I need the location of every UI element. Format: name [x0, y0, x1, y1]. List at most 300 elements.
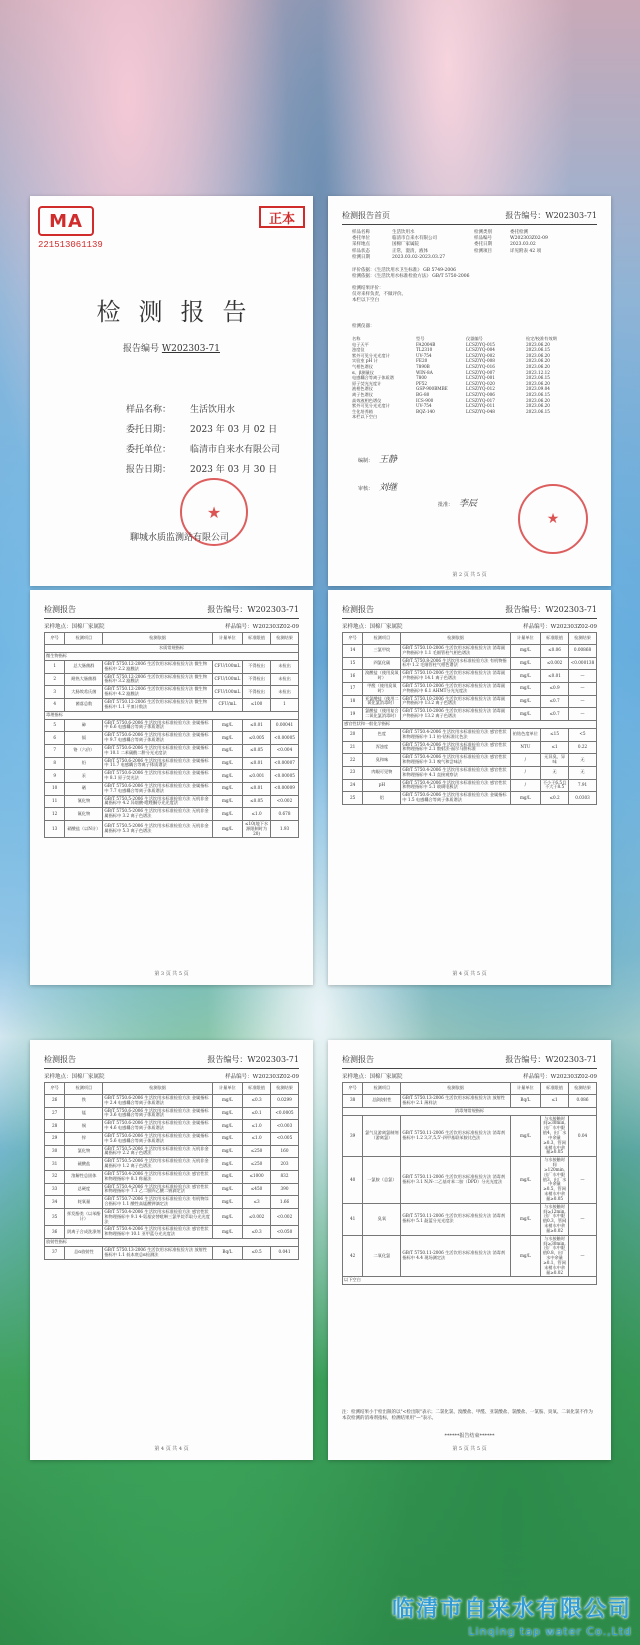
cell-method: GB/T 5750.6-2006 生活饮用水标准检验方法 金属指标中 9.7 电感耦合等离子体质谱法 [103, 732, 212, 745]
cell-limit: ≤0.3 [243, 1226, 271, 1239]
column-header-item: 检测项目 [65, 633, 103, 645]
cell-unit: mg/L [510, 1115, 540, 1157]
cell-number: 9 [45, 770, 65, 783]
page-header-title: 检测报告首页 [342, 211, 390, 220]
cell-limit: 无 [541, 766, 569, 779]
column-header-result: 检测结果 [271, 633, 299, 645]
section-row [45, 653, 299, 661]
cell-result: — [569, 670, 597, 683]
table-row [45, 1132, 299, 1145]
cell-limit: ≤0.3 [243, 1095, 271, 1108]
cell-item: 锌 [65, 1132, 103, 1145]
cell-limit: ≤250 [243, 1145, 271, 1158]
cell-result: 390 [271, 1183, 299, 1196]
column-header-no: 序号 [45, 633, 65, 645]
cell-unit: mg/L [212, 757, 242, 770]
cell-result: 832 [271, 1170, 299, 1183]
cell-item: 总β放射性 [363, 1095, 401, 1108]
cover-field-label: 委托单位： [126, 445, 172, 455]
cell-method: GB/T 5750.6-2006 生活饮用水标准检验方法 金属指标中 7.7 电感耦合等离子体质谱法 [103, 782, 212, 795]
column-header-item: 检测项目 [363, 1083, 401, 1095]
results-table [44, 632, 299, 838]
cell-item: 硝酸盐（以N计） [65, 820, 103, 837]
cover-field-row [126, 422, 280, 442]
cell-limit: ≤0.01 [243, 719, 271, 732]
cell-number: 42 [343, 1235, 363, 1277]
cell-method: GB/T 5750.6-2006 生活饮用水标准检验方法 金属指标中 6.6 电感耦合等离子体质谱法 [103, 719, 212, 732]
cell-unit: mg/L [212, 1183, 242, 1196]
info-label: 检测日期 [352, 254, 370, 260]
cell-number: 12 [45, 808, 65, 821]
table-row [45, 719, 299, 732]
cell-limit: ≤0.002 [541, 657, 569, 670]
table-row [45, 808, 299, 821]
cell-method: GB/T 5750.4-2006 生活饮用水标准检验方法 感官性状和物理指标中 9.1 4-氨基安替吡啉三氯甲烷萃取分光光度法 [103, 1208, 212, 1225]
cell-result: <0.00005 [271, 770, 299, 783]
equipment-row [352, 414, 592, 420]
cell-item: 二氧化氯 [363, 1235, 401, 1277]
cell-method: GB/T 5750.4-2006 生活饮用水标准检验方法 感官性状和物理指标中 5.1 玻璃电极法 [401, 779, 510, 792]
table-row [343, 741, 597, 754]
equipment-name: 电感耦合等离子体质谱 [352, 375, 394, 381]
table-row [343, 657, 597, 670]
equipment-name: 生化培养箱 [352, 408, 373, 414]
cell-item: 汞 [65, 770, 103, 783]
signature-compiled [358, 452, 397, 465]
cell-result: <0.050 [271, 1226, 299, 1239]
equipment-model: FA2004B [416, 341, 436, 347]
table-row [45, 795, 299, 808]
cell-method: GB/T 5750.6-2006 生活饮用水标准检验方法 金属指标中 4.6 电感耦合等离子体质谱法 [103, 1120, 212, 1133]
equipment-id: LCSZ/YQ-017 [466, 397, 495, 403]
cell-method: GB/T 5750.12-2006 生活饮用水标准检验方法 微生物指标中 4.2 滤膜法 [103, 686, 212, 699]
table-row [45, 1196, 299, 1209]
equipment-valid-date: 2023.06.20 [526, 341, 550, 347]
equipment-model: 7890B [416, 363, 430, 369]
column-header-result: 检测结果 [271, 1083, 299, 1095]
cell-limit: ≤0.5 [243, 1247, 271, 1260]
cell-result: <0.003 [271, 1120, 299, 1133]
section-title: 微生物指标 [45, 653, 299, 661]
cover-field-value: 2023 年 03 月 30 日 [190, 465, 278, 475]
info-label: 样品状态 [352, 248, 370, 254]
equipment-id: LCSZ/YQ-012 [466, 386, 495, 392]
table-row [45, 782, 299, 795]
cell-method: GB/T 5750.4-2006 生活饮用水标准检验方法 感官性状和物理指标中 4.1 直接观察法 [401, 766, 510, 779]
cell-result: — [569, 1203, 597, 1235]
equipment-model: TL2310 [416, 347, 433, 353]
section-title: 消毒剂常规指标 [343, 1107, 597, 1115]
cell-number: 33 [45, 1183, 65, 1196]
cell-result: 未检出 [271, 673, 299, 686]
results-page-5 [30, 1040, 313, 1460]
cell-number: 15 [343, 657, 363, 670]
cell-result: 0.00041 [271, 719, 299, 732]
cell-unit: mg/L [510, 657, 540, 670]
cell-item: 三氯甲烷 [363, 645, 401, 658]
page-header [342, 1054, 597, 1069]
cell-number: 17 [343, 682, 363, 695]
equipment-id [466, 414, 526, 420]
cell-result: <0.000138 [569, 657, 597, 670]
table-row [45, 698, 299, 711]
cell-result: — [569, 695, 597, 708]
cell-item: 亚氯酸盐（使用二氧化氯消毒时） [363, 695, 401, 708]
cell-item: 砷 [65, 719, 103, 732]
equipment-valid-date: 2023.06.15 [526, 391, 550, 397]
info-value: 委托检测 [510, 230, 528, 235]
equipment-id: LCSZ/YQ-004 [466, 347, 495, 353]
cell-result: 0.0299 [271, 1095, 299, 1108]
cell-unit: mg/L [510, 1203, 540, 1235]
cell-unit: mg/L [510, 670, 540, 683]
cell-result: <0.00009 [271, 782, 299, 795]
cell-unit: mg/L [212, 1158, 242, 1171]
page-footer: 第 4 页 共 5 页 [452, 971, 487, 977]
page-subheader [342, 1072, 597, 1080]
column-header-no: 序号 [343, 1083, 363, 1095]
table-row [343, 728, 597, 741]
results-table [342, 632, 597, 805]
sample-info-block [352, 230, 548, 261]
cell-result: 0.041 [271, 1247, 299, 1260]
info-label: 检测项目 [474, 248, 492, 254]
page-header-report-number: 报告编号：W202303-71 [505, 211, 597, 220]
equipment-name: α、β测量仪 [352, 369, 374, 375]
sampling-location: 采样地点：国棉厂家属院 [342, 1074, 403, 1080]
equipment-model [416, 414, 466, 420]
cell-result: 未检出 [271, 686, 299, 699]
equipment-id: LCSZ/YQ-008 [466, 358, 495, 364]
section-row [45, 645, 299, 653]
cell-method: GB/T 5750.12-2006 生活饮用水标准检验方法 微生物指标中 2.2 滤膜法 [103, 661, 212, 674]
cell-limit: ≤0.2 [541, 792, 569, 805]
signature-label: 审核： [358, 486, 374, 492]
column-header-method: 检测依据 [103, 1083, 212, 1095]
cell-method: GB/T 5750.10-2006 生活饮用水标准检验方法 消毒副产物指标中 6.1 AHMT分光光度法 [401, 682, 510, 695]
equipment-model: UV-754 [416, 403, 432, 409]
equipment-model: BG-80 [416, 391, 430, 397]
equipment-model: PF52 [416, 380, 428, 386]
cell-result: 0.04 [569, 1115, 597, 1157]
equipment-model: 7800 [416, 375, 427, 381]
conclusion-line: 仅对来样负责，不做评价。 [352, 292, 406, 298]
equipment-model: 型号 [416, 336, 425, 341]
section-row [343, 1107, 597, 1115]
info-label: 采样地点 [352, 242, 370, 248]
cell-result: 0.00868 [569, 645, 597, 658]
equipment-name: 气相色谱仪 [352, 363, 373, 369]
company-name-chinese: 临清市自来水有限公司 [391, 1597, 632, 1622]
cell-item: 臭和味 [363, 754, 401, 767]
cover-field-label: 报告日期： [126, 465, 172, 475]
column-header-method: 检测依据 [103, 633, 212, 645]
cell-number: 8 [45, 757, 65, 770]
cell-result: — [569, 682, 597, 695]
column-header-result: 检测结果 [569, 1083, 597, 1095]
cell-number: 4 [45, 698, 65, 711]
sampling-location: 采样地点：国棉厂家属院 [44, 1074, 105, 1080]
company-name-english: Linqing tap water Co.,Ltd [468, 1625, 632, 1638]
cell-number: 1 [45, 661, 65, 674]
cell-method: GB/T 5750.6-2006 生活饮用水标准检验方法 金属指标中 11.7 电感耦合等离子体质谱法 [103, 757, 212, 770]
cell-limit: ≤250 [243, 1158, 271, 1171]
cell-result: <0.00005 [271, 732, 299, 745]
cell-item: 肉眼可见物 [363, 766, 401, 779]
table-row [343, 1235, 597, 1277]
section-title: 毒理指标 [45, 711, 299, 719]
section-row [45, 1239, 299, 1247]
cell-result: 1.93 [271, 820, 299, 837]
cell-unit: mg/L [510, 695, 540, 708]
cell-method: GB/T 5750.4-2006 生活饮用水标准检验方法 感官性状和物理指标中 10.1 亚甲蓝分光光度法 [103, 1226, 212, 1239]
table-row [343, 645, 597, 658]
table-row [45, 1183, 299, 1196]
table-row [45, 744, 299, 757]
cell-unit: mg/L [212, 1132, 242, 1145]
basis-line: 检测依据：《生活饮用水标准检验方法》 GB/T 5750-2006 [352, 274, 470, 280]
cell-result: 0.0303 [569, 792, 597, 805]
page-footer: 第 2 页 共 5 页 [452, 572, 487, 578]
cell-item: 氟化物 [65, 808, 103, 821]
equipment-model: FE20 [416, 358, 428, 364]
cover-field-value: 2023 年 03 月 02 日 [190, 425, 278, 435]
cell-item: 氰化物 [65, 795, 103, 808]
signature-reviewed [358, 480, 397, 493]
cell-limit: ≤1.0 [243, 1120, 271, 1133]
cell-method: GB/T 5750.7-2006 生活饮用水标准检验方法 有机物综合指标中 1.1 酸性高锰酸钾滴定法 [103, 1196, 212, 1209]
page-header-title: 检测报告 [342, 605, 374, 614]
cell-number: 40 [343, 1157, 363, 1203]
page-header-report-number: 报告编号：W202303-71 [207, 605, 299, 614]
table-row [343, 779, 597, 792]
cell-result: — [569, 1235, 597, 1277]
cell-method: GB/T 5750.12-2006 生活饮用水标准检验方法 微生物指标中 3.2 滤膜法 [103, 673, 212, 686]
cell-unit: mg/L [212, 820, 242, 837]
sample-info-row [352, 255, 548, 261]
cell-unit: mg/L [510, 682, 540, 695]
page-subheader [44, 1072, 299, 1080]
cell-unit: mg/L [212, 1170, 242, 1183]
cell-unit: mg/L [510, 1235, 540, 1277]
cell-unit: mg/L [212, 1145, 242, 1158]
signature-approved [438, 496, 477, 509]
cell-result: <0.00007 [271, 757, 299, 770]
cell-method: GB/T 5750.11-2006 生活饮用水标准检验方法 消毒剂指标中 3.1 N,N-二乙基对苯二胺（DPD）分光光度法 [401, 1157, 510, 1203]
cell-number: 23 [343, 766, 363, 779]
cell-number: 27 [45, 1107, 65, 1120]
cell-limit: ≤1.0 [243, 808, 271, 821]
results-page-3 [30, 590, 313, 985]
cell-item: 溴酸盐（使用臭氧时） [363, 670, 401, 683]
cell-unit: Bq/L [510, 1095, 540, 1108]
cell-method: GB/T 5750.6-2006 生活饮用水标准检验方法 金属指标中 8.1 原子荧光法 [103, 770, 212, 783]
cell-unit: mg/L [212, 1095, 242, 1108]
cell-item: 氯酸盐（使用复合二氧化氯消毒时） [363, 708, 401, 721]
cell-method: GB/T 5750.11-2006 生活饮用水标准检验方法 消毒剂指标中 4.4 现场测定法 [401, 1235, 510, 1277]
section-row [343, 720, 597, 728]
equipment-model: ICS-900 [416, 397, 434, 403]
cell-method: GB/T 5750.4-2006 生活饮用水标准检验方法 感官性状和物理指标中 3.1 嗅气和尝味法 [401, 754, 510, 767]
cell-unit: 铂钴色度单位 [510, 728, 540, 741]
cell-number: 21 [343, 741, 363, 754]
equipment-valid-date: 2023.12.12 [526, 369, 550, 375]
cell-method: GB/T 5750.6-2006 生活饮用水标准检验方法 金属指标中 10.1 二苯碳酰二肼分光光度法 [103, 744, 212, 757]
cell-limit: ≤0.01 [243, 782, 271, 795]
results-note: 注：检测结果小于检出限的以"<检出限"表示；二氯化氯、溴酸盐、甲醛、亚氯酸盐、氯酸盐、一氯胺、臭氧、二氧化氯不作为本次检测的消毒剂指标，检测结果用"—"表示。 [342, 1410, 593, 1421]
results-table [342, 1082, 597, 1285]
cell-limit: ≤0.7 [541, 708, 569, 721]
equipment-name: 液相色谱仪 [352, 386, 373, 392]
cover-field-value: 临清市自来水有限公司 [190, 445, 281, 455]
cell-result: 1 [271, 698, 299, 711]
cma-logo: MA [38, 206, 94, 236]
equipment-name: 紫外可见分光光度计 [352, 403, 390, 409]
cell-unit: NTU [510, 741, 540, 754]
cell-unit: mg/L [212, 719, 242, 732]
cell-number: 11 [45, 795, 65, 808]
cover-field-row [126, 402, 280, 422]
cell-item: 总硬度 [65, 1183, 103, 1196]
cell-unit: mg/L [212, 1226, 242, 1239]
page-header [342, 210, 597, 225]
cell-limit: ≤0.7 [541, 695, 569, 708]
cell-item: pH [363, 779, 401, 792]
cover-field-value: 生活饮用水 [190, 405, 236, 415]
company-seal: ★ [518, 484, 588, 554]
table-row [343, 1095, 597, 1108]
equipment-name: 紫外可见分光光度计 [352, 352, 390, 358]
cell-number: 5 [45, 719, 65, 732]
cell-method: GB/T 5750.13-2006 生活饮用水标准检验方法 放射性指标中 1.1 低本底总α检测法 [103, 1247, 212, 1260]
report-number-value: W202303-71 [161, 344, 220, 354]
sample-number: 样品编号：W202303Z02-09 [523, 1074, 597, 1080]
equipment-id: LCSZ/YQ-002 [466, 352, 495, 358]
cell-limit: 与水接触时间≥30min,出厂水中限值0.8，出厂水中余量≥0.1，管网末梢水中余量≥0.02 [541, 1235, 569, 1277]
cell-method: GB/T 5750.4-2006 生活饮用水标准检验方法 感官性状和物理指标中 8.1 称量法 [103, 1170, 212, 1183]
equipment-model: UV-754 [416, 352, 432, 358]
table-row [343, 1157, 597, 1203]
section-title: 放射性指标 [45, 1239, 299, 1247]
cell-result: 0.678 [271, 808, 299, 821]
cell-unit: mg/L [212, 1120, 242, 1133]
equipment-valid-date: 2023.06.15 [526, 408, 550, 414]
cell-result: <0.005 [271, 1132, 299, 1145]
cell-method: GB/T 5750.8-2006 生活饮用水标准检验方法 有机物指标中 1.2 毛细管柱气相色谱法 [401, 657, 510, 670]
cell-limit: ≤10(地下水源限制时为20) [243, 820, 271, 837]
cell-limit: ≤0.01 [541, 670, 569, 683]
section-title: 感官性状和一般化学指标 [343, 720, 597, 728]
cell-number: 7 [45, 744, 65, 757]
cell-unit: CFU/100mL [212, 673, 242, 686]
equipment-name: 电子天平 [352, 341, 369, 347]
cell-item: 色度 [363, 728, 401, 741]
equipment-id: LCSZ/YQ-020 [466, 380, 495, 386]
cell-number: 39 [343, 1115, 363, 1157]
table-row [343, 708, 597, 721]
table-row [45, 661, 299, 674]
cell-number: 16 [343, 670, 363, 683]
info-value: 国棉厂家属院 [392, 242, 419, 248]
info-value: 临清市自来水有限公司 [392, 236, 437, 242]
column-header-unit: 计量单位 [510, 1083, 540, 1095]
equipment-valid-date: 2023.06.20 [526, 380, 550, 386]
page-header-title: 检测报告 [44, 1055, 76, 1064]
cell-item: 阴离子合成洗涤剂 [65, 1226, 103, 1239]
equipment-title: 检测仪器： [352, 324, 375, 329]
report-end-marker: ******报告结束****** [444, 1433, 495, 1439]
cell-item: 硒 [65, 782, 103, 795]
cell-result: 160 [271, 1145, 299, 1158]
column-header-unit: 计量单位 [510, 633, 540, 645]
cell-method: GB/T 5750.11-2006 生活饮用水标准检验方法 消毒剂指标中 5.1 靛蓝分光光度法 [401, 1203, 510, 1235]
equipment-id: LCSZ/YQ-006 [466, 391, 495, 397]
cell-unit: mg/L [212, 782, 242, 795]
cell-unit: CFU/mL [212, 698, 242, 711]
table-row [45, 1247, 299, 1260]
cell-number: 32 [45, 1170, 65, 1183]
cell-limit: ≤0.005 [243, 732, 271, 745]
cell-limit: ≤0.002 [243, 1208, 271, 1225]
cell-item: 耐热大肠菌群 [65, 673, 103, 686]
equipment-valid-date: 2023.06.20 [526, 397, 550, 403]
cell-item: 铜 [65, 1120, 103, 1133]
cover-field-list [126, 402, 280, 482]
cell-unit: mg/L [212, 744, 242, 757]
cell-number: 25 [343, 792, 363, 805]
cell-limit: ≤15 [541, 728, 569, 741]
column-header-item: 检测项目 [363, 633, 401, 645]
cell-result: <0.0005 [271, 1107, 299, 1120]
info-value: 详见附表 42 项 [510, 248, 542, 254]
equipment-name: 实验室 pH 计 [352, 358, 378, 364]
cell-result: <0.004 [271, 744, 299, 757]
table-row [45, 1170, 299, 1183]
info-value: 生活饮用水 [392, 230, 415, 235]
equipment-valid-date: 2023.06.20 [526, 352, 550, 358]
signature-label: 编制： [358, 458, 374, 464]
table-row [45, 770, 299, 783]
page-footer: 第 5 页 共 5 页 [452, 1446, 487, 1452]
cell-method: GB/T 5750.5-2006 生活饮用水标准检验方法 无机非金属指标中 4.2 异烟酸-吡唑酮分光光度法 [103, 795, 212, 808]
cell-method: GB/T 5750.6-2006 生活饮用水标准检验方法 金属指标中 3.6 电感耦合等离子体质谱法 [103, 1107, 212, 1120]
cover-field-row [126, 442, 280, 462]
cell-limit: ≤1.0 [243, 1132, 271, 1145]
cell-method: GB/T 5750.11-2006 生活饮用水标准检验方法 消毒剂指标中 1.2 3,3',5,5'-四甲基联苯胺比色法 [401, 1115, 510, 1157]
cell-item: 挥发酚类（以苯酚计） [65, 1208, 103, 1225]
cell-unit: mg/L [212, 770, 242, 783]
cell-limit: 不得检出 [243, 673, 271, 686]
cell-unit: mg/L [510, 792, 540, 805]
column-header-limit: 标准限值 [541, 633, 569, 645]
signature-ink: 王静 [379, 455, 398, 465]
table-row [45, 1145, 299, 1158]
cell-limit: 不小于6.5且不大于8.5 [541, 779, 569, 792]
conclusion-line: 检测结果评价： [352, 286, 384, 291]
info-label: 委托单位 [352, 236, 370, 242]
cell-unit: mg/L [212, 1208, 242, 1225]
cell-method: GB/T 5750.4-2006 生活饮用水标准检验方法 感官性状和物理指标中 2.1 散射法-福尔马肼标准 [401, 741, 510, 754]
cell-limit: 不得检出 [243, 686, 271, 699]
info-value: 2023.03.02-2023.03.27 [392, 254, 446, 260]
table-row [45, 757, 299, 770]
results-page-4 [328, 590, 611, 985]
info-label: 样品名称 [352, 230, 370, 235]
table-row [45, 686, 299, 699]
equipment-name: 名称 [352, 336, 361, 341]
info-label: 检测类别 [474, 230, 492, 235]
equipment-list [352, 336, 592, 420]
